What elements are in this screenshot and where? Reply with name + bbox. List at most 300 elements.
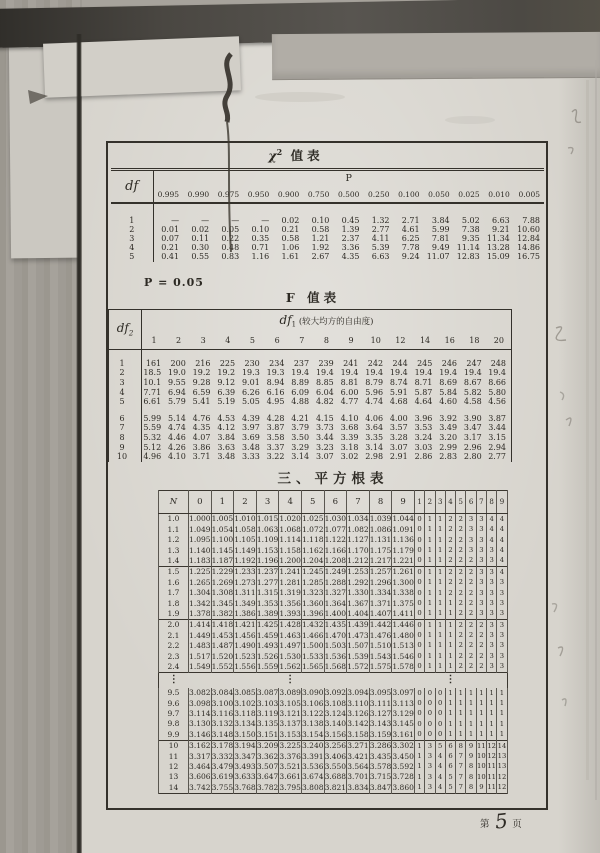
table-cell: 1 — [445, 719, 455, 729]
table-row — [159, 719, 508, 729]
table-cell: 3.225 — [279, 741, 301, 751]
table-cell: 3.860 — [392, 782, 414, 792]
table-cell: 1 — [414, 491, 424, 514]
table-cell: 4.58 — [463, 397, 482, 407]
table-cell: 1 — [476, 729, 486, 740]
table-cell: 0 — [414, 556, 424, 567]
table-cell: 1 — [425, 514, 435, 525]
table-cell: 1.233 — [234, 567, 256, 577]
table-cell: 3.821 — [324, 782, 347, 792]
table-cell: 1.3 — [159, 545, 189, 555]
table-cell: 0 — [414, 719, 424, 729]
table-cell: 3.110 — [347, 698, 369, 708]
table-cell: 5.41 — [192, 397, 211, 407]
table-cell: 5 — [445, 772, 455, 782]
table-cell: 1.7 — [159, 588, 189, 598]
table-cell: 0 — [414, 619, 424, 630]
table-cell: 0.750 — [303, 187, 333, 203]
table-cell: 1.281 — [279, 577, 301, 587]
table-cell: 8 — [466, 782, 476, 793]
table-cell: 3.71 — [192, 452, 211, 462]
table-cell: 1 — [435, 609, 445, 620]
table-cell: 7 — [456, 762, 466, 772]
table-cell: 1.360 — [302, 598, 324, 608]
table-cell: 2 — [445, 524, 455, 534]
table-cell: 1.466 — [302, 630, 324, 640]
table-cell: 1 — [466, 688, 476, 698]
table-cell: 1.140 — [189, 545, 211, 555]
table-cell: 1.411 — [392, 608, 414, 618]
table-cell: 3.135 — [256, 719, 279, 729]
table-cell: 5 — [109, 397, 142, 407]
table-cell: 5.05 — [241, 397, 260, 407]
table-cell: 4.10 — [168, 452, 186, 462]
table-cell: 1.175 — [369, 545, 392, 555]
table-row — [109, 452, 512, 462]
table-cell: 2.77 — [488, 452, 506, 462]
table-cell: 1 — [445, 619, 455, 630]
table-row — [159, 630, 508, 640]
table-cell: 9.24 — [401, 252, 420, 262]
table-cell: 3.108 — [324, 698, 347, 708]
table-cell: 4.46 — [168, 433, 186, 442]
table-cell: 1.265 — [189, 577, 211, 587]
table-cell: 6.63 — [371, 252, 390, 262]
table-cell: 1.21 — [311, 234, 330, 243]
table-cell: 8 — [109, 433, 142, 443]
table-row — [159, 619, 508, 630]
table-cell: 3.92 — [439, 413, 458, 423]
table-cell: 7.88 — [522, 215, 540, 225]
table-cell: 3.156 — [324, 729, 347, 739]
table-cell: 3.146 — [189, 729, 211, 739]
table-cell: 4.26 — [168, 442, 186, 452]
table-cell: 8.81 — [340, 378, 359, 387]
table-cell: 3.114 — [189, 709, 211, 719]
table-cell: 1 — [466, 719, 476, 729]
table-cell: 6.09 — [291, 387, 310, 397]
table-cell: 1 — [476, 709, 486, 719]
table-cell: 4 — [111, 244, 153, 253]
table-cell: 14 — [159, 782, 189, 793]
table-cell: 1.32 — [371, 215, 390, 225]
chi-square-title — [96, 146, 496, 164]
table-cell: 3.130 — [189, 719, 211, 729]
table-cell: 9.6 — [159, 698, 189, 708]
table-row — [159, 641, 508, 651]
table-cell: 4.35 — [192, 423, 211, 433]
table-cell: 1.386 — [234, 608, 256, 618]
table-cell: 0.55 — [191, 252, 210, 262]
table-cell: 1.044 — [392, 514, 414, 524]
table-cell: 3.082 — [189, 688, 211, 698]
table-cell: 4 — [435, 762, 445, 772]
table-cell: 1 — [497, 698, 507, 708]
table-cell: 1.212 — [347, 556, 369, 565]
table-cell: 3 — [487, 641, 497, 651]
table-cell: — — [261, 215, 270, 225]
table-cell: 1.439 — [347, 620, 369, 630]
table-cell: 3 — [476, 545, 486, 555]
table-cell: 1.568 — [324, 661, 347, 671]
table-cell: 2 — [456, 598, 466, 608]
table-cell: 2 — [456, 651, 466, 661]
table-cell: 4.77 — [340, 397, 359, 407]
table-cell: 216 — [195, 358, 211, 368]
table-cell: 3.103 — [256, 698, 279, 708]
table-cell: 4.60 — [439, 397, 458, 407]
table-cell: 3.362 — [256, 751, 279, 761]
table-cell: 1 — [487, 698, 497, 708]
table-cell: 14 — [413, 332, 438, 350]
table-cell: 234 — [269, 358, 285, 368]
table-cell: 0 — [414, 661, 424, 672]
table-cell: 1 — [456, 709, 466, 719]
table-cell: 3.464 — [189, 762, 211, 772]
table-cell: 3 — [497, 588, 507, 598]
table-cell: 12 — [159, 762, 189, 772]
table-cell: 0.35 — [251, 234, 270, 243]
table-row — [159, 661, 508, 672]
table-cell: 8 — [456, 740, 466, 751]
table-cell: 2 — [445, 514, 455, 525]
table-cell: 3 — [487, 630, 497, 640]
table-cell: 3.391 — [302, 751, 324, 761]
table-cell: 3.450 — [392, 751, 414, 761]
table-cell: 3.102 — [234, 698, 256, 708]
table-cell — [497, 672, 507, 688]
table-cell: 2 — [466, 651, 476, 661]
table-cell: 19.2 — [217, 368, 236, 378]
table-cell: 1.16 — [251, 252, 270, 262]
df1-note: (较大均方的自由度) — [298, 316, 374, 327]
table-cell: 3 — [497, 577, 507, 587]
table-cell: 8.79 — [365, 378, 384, 387]
table-cell: 1.367 — [347, 598, 369, 608]
table-cell: 1.077 — [324, 524, 347, 534]
table-cell: 0.07 — [161, 234, 180, 243]
table-cell: 12 — [497, 772, 507, 781]
table-cell: 1.480 — [392, 630, 414, 640]
table-cell: 0.83 — [221, 252, 240, 262]
table-cell: 1.533 — [302, 651, 324, 661]
table-cell: 5.99 — [431, 225, 450, 234]
table-cell: 9.8 — [159, 719, 189, 729]
table-cell: 2 — [456, 619, 466, 630]
table-cell — [301, 672, 324, 688]
table-cell: 2.99 — [439, 442, 458, 452]
table-cell: 3.479 — [211, 762, 234, 772]
table-row — [111, 187, 544, 203]
table-cell: 2 — [456, 566, 466, 577]
table-cell: 1 — [435, 535, 445, 545]
table-cell: 4 — [487, 514, 497, 525]
table-cell: 3.647 — [256, 772, 279, 782]
table-cell: 2 — [111, 225, 153, 234]
table-cell: 3.03 — [414, 442, 433, 452]
chi-exponent: 2 — [276, 146, 283, 157]
table-cell: 19.4 — [488, 368, 506, 378]
table-cell: 1.261 — [392, 567, 414, 577]
table-cell: 13.28 — [486, 243, 510, 253]
table-cell: 3 — [476, 514, 486, 525]
table-cell: 3.140 — [324, 719, 347, 729]
table-cell: 1 — [425, 630, 435, 640]
table-cell — [456, 672, 466, 688]
table-cell: 10.60 — [517, 225, 540, 234]
table-cell: 0.100 — [394, 187, 424, 203]
table-cell: 3.33 — [241, 452, 260, 462]
table-cell: 9.12 — [217, 378, 236, 387]
table-cell: 3.435 — [369, 751, 392, 761]
table-cell: 3.701 — [347, 772, 369, 782]
table-cell: 1 — [487, 688, 497, 698]
table-cell: 3.085 — [234, 688, 256, 698]
table-cell: 2.83 — [439, 452, 458, 462]
table-row — [109, 424, 512, 434]
sqrt-table — [158, 490, 508, 794]
table-cell: 1 — [445, 641, 455, 651]
table-cell — [256, 672, 279, 688]
table-cell: 0 — [414, 566, 424, 577]
table-row — [159, 491, 508, 514]
table-cell: 1.034 — [347, 514, 369, 524]
table-cell: 0 — [425, 698, 435, 708]
table-cell: 3.536 — [302, 762, 324, 772]
table-cell: 1.063 — [256, 524, 279, 534]
table-cell: 1.517 — [189, 651, 211, 661]
table-row — [159, 566, 508, 577]
table-cell: 1.217 — [369, 556, 392, 565]
table-row — [109, 310, 512, 333]
table-cell: 2 — [466, 619, 476, 630]
table-cell: 4 — [109, 388, 142, 398]
table-cell: 0 — [435, 698, 445, 708]
table-cell: 19.0 — [168, 368, 186, 378]
table-cell: 3.755 — [211, 782, 234, 792]
table-cell: 3.79 — [291, 423, 310, 433]
table-cell: 0 — [414, 514, 424, 525]
table-row — [159, 762, 508, 772]
table-cell: 3.808 — [302, 782, 324, 792]
table-cell: 242 — [367, 358, 384, 368]
table-cell: 1.025 — [302, 514, 324, 524]
table-cell: 2 — [476, 651, 486, 661]
table-cell: 0.005 — [514, 187, 544, 203]
table-cell: 1.292 — [347, 577, 369, 587]
table-cell: 230 — [244, 358, 260, 368]
table-cell: 3 — [476, 609, 486, 620]
table-cell: 3.347 — [234, 751, 256, 761]
table-cell: 5.91 — [389, 387, 408, 397]
table-cell: 0 — [414, 598, 424, 608]
table-cell: 3.07 — [389, 442, 408, 452]
table-cell: 0.21 — [281, 225, 300, 234]
f-table-header — [109, 310, 512, 350]
table-cell: 1.92 — [311, 243, 330, 253]
table-cell: 0 — [435, 688, 445, 698]
table-cell: 12 — [388, 332, 413, 350]
table-cell: 14 — [497, 741, 507, 750]
table-row — [159, 577, 508, 587]
table-cell: 3 — [425, 782, 435, 793]
table-cell: 3.550 — [324, 762, 347, 772]
table-cell: 1 — [456, 719, 466, 729]
table-cell: 3 — [191, 332, 216, 350]
sqrt-table-body — [159, 514, 508, 794]
table-cell: 1 — [435, 556, 445, 567]
table-cell: 6.59 — [192, 387, 211, 397]
table-cell: 18 — [462, 332, 487, 350]
table-cell: 4 — [215, 332, 240, 350]
table-cell: 4 — [435, 782, 445, 793]
table-cell: 0 — [425, 688, 435, 698]
table-cell: 3.715 — [369, 772, 392, 782]
table-cell: 5.80 — [488, 387, 506, 397]
table-cell: 3.795 — [279, 782, 301, 792]
table-cell: 1.118 — [302, 535, 324, 545]
table-cell: 1.476 — [369, 630, 392, 640]
table-cell: 3 — [476, 556, 486, 567]
table-cell: 1 — [435, 661, 445, 672]
table-cell: 0.250 — [363, 187, 393, 203]
table-cell: 3 — [466, 535, 476, 545]
page-number — [480, 809, 522, 833]
table-cell: 2 — [466, 588, 476, 598]
table-cell — [392, 672, 415, 688]
table-cell: 4 — [497, 524, 507, 534]
table-cell: 1 — [445, 651, 455, 661]
table-cell: 1.497 — [279, 641, 301, 651]
table-cell: 1.072 — [302, 524, 324, 534]
table-cell: 12.84 — [517, 234, 540, 243]
table-cell: 2.94 — [488, 442, 506, 452]
table-cell: 3.150 — [234, 729, 256, 739]
table-cell: 0.975 — [213, 187, 243, 203]
table-cell: 3.113 — [392, 698, 414, 708]
table-cell: 1.404 — [347, 608, 369, 618]
table-cell: 1 — [435, 514, 445, 525]
table-cell: 247 — [466, 358, 482, 368]
table-cell: 1.562 — [279, 661, 301, 671]
table-cell: 1.269 — [211, 577, 234, 587]
table-cell: 7 — [476, 491, 486, 514]
table-cell: 1 — [425, 588, 435, 598]
table-cell: 0 — [414, 630, 424, 640]
table-cell: 3.126 — [347, 709, 369, 719]
df1-label — [142, 310, 512, 333]
table-cell: 3.39 — [340, 433, 359, 442]
overlapping-page-edge — [272, 32, 600, 80]
table-cell: 1.530 — [279, 651, 301, 661]
page-number-value: 5 — [493, 808, 509, 834]
table-cell: 4.10 — [340, 413, 359, 423]
table-cell: 1.400 — [324, 608, 347, 618]
table-cell: 19.4 — [414, 368, 433, 378]
table-cell: 1.356 — [279, 598, 301, 608]
table-row — [109, 378, 512, 388]
table-cell: 7 — [456, 751, 466, 761]
table-cell: 3.49 — [439, 423, 458, 433]
table-cell: 3.286 — [369, 741, 392, 751]
table-cell: 1.572 — [347, 661, 369, 671]
table-cell: 3 — [476, 524, 486, 534]
table-cell: 4.39 — [241, 413, 260, 423]
table-cell: 1 — [456, 688, 466, 698]
table-cell: 1.225 — [189, 567, 211, 577]
table-cell: 1.100 — [211, 535, 234, 545]
table-cell: 3.22 — [266, 452, 285, 462]
table-cell: 1.296 — [369, 577, 392, 587]
table-cell: 0.11 — [191, 234, 210, 243]
table-cell: 3.564 — [347, 762, 369, 772]
table-cell: 1.414 — [189, 620, 211, 630]
table-cell: 0 — [425, 729, 435, 740]
table-cell: 3.674 — [302, 772, 324, 782]
table-cell: 5 — [301, 491, 324, 514]
table-cell: 3 — [425, 772, 435, 782]
table-row — [159, 782, 508, 793]
table-cell: 3.578 — [369, 762, 392, 772]
table-cell: 9 — [339, 332, 364, 350]
table-cell: 1.334 — [369, 588, 392, 598]
table-cell: 1.396 — [302, 608, 324, 618]
table-cell: 1.575 — [369, 661, 392, 671]
table-cell: 4 — [279, 491, 302, 514]
table-cell: 9 — [392, 491, 415, 514]
table-cell — [324, 672, 347, 688]
table-cell: 3.15 — [488, 433, 506, 442]
table-cell: 3.100 — [211, 698, 234, 708]
table-cell: 1 — [435, 630, 445, 640]
table-cell: 4.82 — [315, 397, 334, 407]
table-cell: 239 — [318, 358, 334, 368]
table-cell: 1.308 — [211, 588, 234, 598]
table-cell: 1.435 — [324, 620, 347, 630]
table-cell: 4.06 — [365, 413, 384, 423]
table-cell: 1 — [414, 782, 424, 793]
table-cell: 1.61 — [281, 252, 300, 262]
table-cell: 1.549 — [189, 661, 211, 671]
table-cell: 2 — [445, 556, 455, 567]
table-cell: 2 — [466, 661, 476, 672]
table-cell: 3 — [476, 588, 486, 598]
table-cell: 4.21 — [291, 413, 310, 423]
table-cell: 2 — [466, 630, 476, 640]
table-cell: 3 — [425, 762, 435, 772]
table-cell: 0 — [425, 719, 435, 729]
table-cell: 1.005 — [211, 514, 234, 524]
table-cell: 1.323 — [302, 588, 324, 598]
table-cell: 0 — [414, 651, 424, 661]
table-cell: 1.249 — [324, 567, 347, 577]
table-cell: 2 — [456, 545, 466, 555]
table-cell: 1.058 — [234, 524, 256, 534]
table-cell: 1.375 — [392, 598, 414, 608]
table-cell: 1.105 — [234, 535, 256, 545]
table-cell: 2 — [466, 641, 476, 651]
table-cell: 1.543 — [369, 651, 392, 661]
table-cell: 11 — [487, 772, 496, 781]
table-row — [111, 203, 544, 225]
table-cell: 3.63 — [217, 442, 236, 452]
table-cell: 18.5 — [143, 368, 162, 378]
table-cell: 1 — [476, 719, 486, 729]
table-cell: 1 — [425, 577, 435, 587]
table-cell: 3.50 — [291, 433, 310, 442]
table-cell: 2.96 — [463, 442, 482, 452]
table-cell: 1 — [497, 719, 507, 729]
